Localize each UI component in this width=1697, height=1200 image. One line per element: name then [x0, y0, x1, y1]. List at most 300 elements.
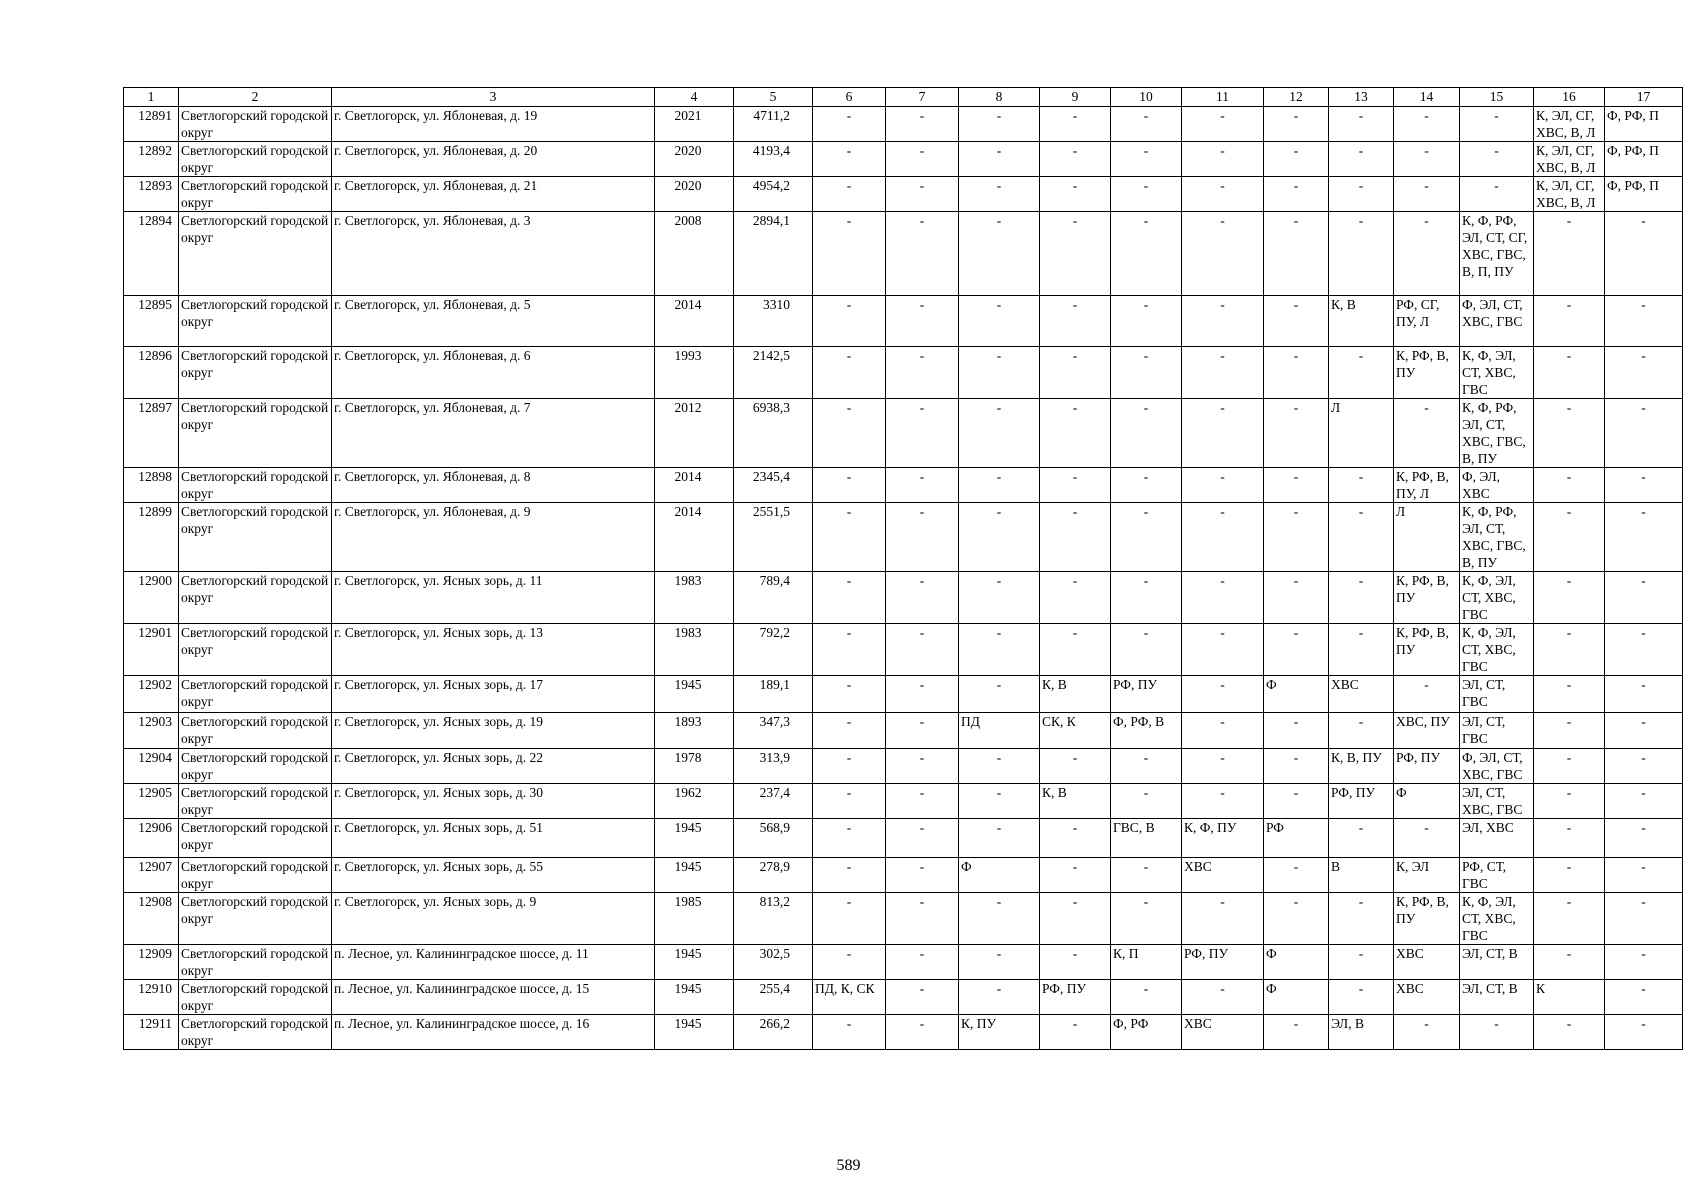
cell-col-13: - — [1329, 177, 1394, 212]
cell-col-17: - — [1605, 468, 1683, 503]
cell-col-10: - — [1111, 296, 1182, 347]
cell-col-14: ХВС — [1394, 945, 1460, 980]
cell-col-12: - — [1264, 713, 1329, 749]
cell-col-7: - — [886, 347, 959, 399]
cell-col-9: - — [1040, 107, 1111, 142]
cell-col-14: ХВС — [1394, 980, 1460, 1015]
cell-col-5: 347,3 — [734, 713, 813, 749]
cell-col-12: - — [1264, 468, 1329, 503]
cell-col-13: РФ, ПУ — [1329, 784, 1394, 819]
cell-col-9: - — [1040, 212, 1111, 296]
cell-col-7: - — [886, 945, 959, 980]
table-row — [124, 399, 1683, 468]
cell-col-10: - — [1111, 784, 1182, 819]
table-row — [124, 107, 1683, 142]
cell-col-17: - — [1605, 1015, 1683, 1050]
cell-col-16: - — [1534, 624, 1605, 676]
cell-col-11: ХВС — [1182, 858, 1264, 893]
cell-col-12: - — [1264, 107, 1329, 142]
cell-col-3: г. Светлогорск, ул. Яблоневая, д. 19 — [332, 107, 655, 142]
cell-col-14: К, РФ, В, ПУ — [1394, 893, 1460, 945]
cell-col-14: РФ, ПУ — [1394, 749, 1460, 784]
cell-col-14: - — [1394, 142, 1460, 177]
cell-col-17: Ф, РФ, П — [1605, 107, 1683, 142]
header-cell: 6 — [813, 88, 886, 107]
cell-col-2: Светлогорский городской округ — [179, 713, 332, 749]
cell-col-8: - — [959, 107, 1040, 142]
cell-col-10: - — [1111, 624, 1182, 676]
header-cell: 11 — [1182, 88, 1264, 107]
cell-col-1: 12899 — [124, 503, 179, 572]
cell-col-11: - — [1182, 572, 1264, 624]
cell-col-3: г. Светлогорск, ул. Ясных зорь, д. 11 — [332, 572, 655, 624]
cell-col-5: 6938,3 — [734, 399, 813, 468]
header-cell: 17 — [1605, 88, 1683, 107]
cell-col-12: РФ — [1264, 819, 1329, 858]
header-cell: 16 — [1534, 88, 1605, 107]
cell-col-16: - — [1534, 572, 1605, 624]
cell-col-2: Светлогорский городской округ — [179, 468, 332, 503]
cell-col-17: - — [1605, 858, 1683, 893]
cell-col-12: - — [1264, 749, 1329, 784]
cell-col-2: Светлогорский городской округ — [179, 177, 332, 212]
cell-col-15: Ф, ЭЛ, ХВС — [1460, 468, 1534, 503]
cell-col-13: - — [1329, 713, 1394, 749]
cell-col-6: - — [813, 893, 886, 945]
cell-col-14: - — [1394, 177, 1460, 212]
cell-col-6: - — [813, 945, 886, 980]
cell-col-10: - — [1111, 468, 1182, 503]
header-cell: 2 — [179, 88, 332, 107]
cell-col-14: К, ЭЛ — [1394, 858, 1460, 893]
cell-col-2: Светлогорский городской округ — [179, 296, 332, 347]
cell-col-11: К, Ф, ПУ — [1182, 819, 1264, 858]
cell-col-4: 1945 — [655, 676, 734, 713]
cell-col-8: - — [959, 893, 1040, 945]
cell-col-6: - — [813, 676, 886, 713]
cell-col-11: - — [1182, 893, 1264, 945]
cell-col-9: К, В — [1040, 784, 1111, 819]
cell-col-4: 2008 — [655, 212, 734, 296]
cell-col-1: 12904 — [124, 749, 179, 784]
cell-col-7: - — [886, 503, 959, 572]
cell-col-3: г. Светлогорск, ул. Яблоневая, д. 21 — [332, 177, 655, 212]
cell-col-2: Светлогорский городской округ — [179, 784, 332, 819]
cell-col-13: - — [1329, 468, 1394, 503]
cell-col-10: - — [1111, 399, 1182, 468]
header-cell: 10 — [1111, 88, 1182, 107]
cell-col-16: - — [1534, 749, 1605, 784]
cell-col-14: Ф — [1394, 784, 1460, 819]
cell-col-11: - — [1182, 142, 1264, 177]
cell-col-1: 12897 — [124, 399, 179, 468]
cell-col-11: - — [1182, 784, 1264, 819]
table-row — [124, 347, 1683, 399]
register-table — [123, 87, 1683, 1050]
cell-col-14: Л — [1394, 503, 1460, 572]
header-cell: 15 — [1460, 88, 1534, 107]
cell-col-14: - — [1394, 107, 1460, 142]
cell-col-2: Светлогорский городской округ — [179, 893, 332, 945]
cell-col-3: г. Светлогорск, ул. Яблоневая, д. 20 — [332, 142, 655, 177]
cell-col-7: - — [886, 749, 959, 784]
cell-col-14: - — [1394, 819, 1460, 858]
cell-col-9: - — [1040, 819, 1111, 858]
cell-col-1: 12910 — [124, 980, 179, 1015]
cell-col-17: - — [1605, 980, 1683, 1015]
cell-col-15: Ф, ЭЛ, СТ, ХВС, ГВС — [1460, 296, 1534, 347]
cell-col-16: - — [1534, 676, 1605, 713]
cell-col-4: 2014 — [655, 503, 734, 572]
cell-col-13: - — [1329, 624, 1394, 676]
cell-col-13: К, В — [1329, 296, 1394, 347]
cell-col-5: 4954,2 — [734, 177, 813, 212]
cell-col-2: Светлогорский городской округ — [179, 945, 332, 980]
cell-col-14: К, РФ, В, ПУ — [1394, 572, 1460, 624]
cell-col-16: - — [1534, 945, 1605, 980]
cell-col-1: 12892 — [124, 142, 179, 177]
cell-col-5: 255,4 — [734, 980, 813, 1015]
cell-col-15: К, Ф, ЭЛ, СТ, ХВС, ГВС — [1460, 893, 1534, 945]
header-cell: 4 — [655, 88, 734, 107]
cell-col-7: - — [886, 468, 959, 503]
cell-col-13: Л — [1329, 399, 1394, 468]
cell-col-17: - — [1605, 624, 1683, 676]
cell-col-17: Ф, РФ, П — [1605, 142, 1683, 177]
cell-col-3: г. Светлогорск, ул. Ясных зорь, д. 19 — [332, 713, 655, 749]
cell-col-15: - — [1460, 1015, 1534, 1050]
page-number: 589 — [836, 1157, 861, 1174]
cell-col-13: - — [1329, 572, 1394, 624]
cell-col-4: 1945 — [655, 1015, 734, 1050]
cell-col-8: ПД — [959, 713, 1040, 749]
header-cell: 12 — [1264, 88, 1329, 107]
cell-col-1: 12901 — [124, 624, 179, 676]
table-row — [124, 177, 1683, 212]
cell-col-9: - — [1040, 503, 1111, 572]
cell-col-1: 12911 — [124, 1015, 179, 1050]
cell-col-11: - — [1182, 676, 1264, 713]
cell-col-1: 12895 — [124, 296, 179, 347]
cell-col-3: г. Светлогорск, ул. Яблоневая, д. 8 — [332, 468, 655, 503]
cell-col-6: - — [813, 1015, 886, 1050]
cell-col-13: - — [1329, 212, 1394, 296]
cell-col-1: 12896 — [124, 347, 179, 399]
cell-col-6: - — [813, 399, 886, 468]
cell-col-6: - — [813, 177, 886, 212]
cell-col-8: - — [959, 676, 1040, 713]
cell-col-7: - — [886, 296, 959, 347]
cell-col-9: - — [1040, 893, 1111, 945]
cell-col-5: 2551,5 — [734, 503, 813, 572]
cell-col-12: - — [1264, 893, 1329, 945]
cell-col-11: - — [1182, 468, 1264, 503]
cell-col-7: - — [886, 819, 959, 858]
cell-col-4: 2021 — [655, 107, 734, 142]
cell-col-7: - — [886, 177, 959, 212]
cell-col-10: Ф, РФ — [1111, 1015, 1182, 1050]
cell-col-5: 313,9 — [734, 749, 813, 784]
cell-col-12: - — [1264, 858, 1329, 893]
cell-col-14: - — [1394, 212, 1460, 296]
cell-col-6: - — [813, 572, 886, 624]
cell-col-4: 1945 — [655, 858, 734, 893]
cell-col-9: - — [1040, 399, 1111, 468]
cell-col-16: - — [1534, 858, 1605, 893]
cell-col-15: ЭЛ, СТ, В — [1460, 980, 1534, 1015]
cell-col-15: К, Ф, ЭЛ, СТ, ХВС, ГВС — [1460, 624, 1534, 676]
cell-col-13: ХВС — [1329, 676, 1394, 713]
cell-col-3: г. Светлогорск, ул. Ясных зорь, д. 13 — [332, 624, 655, 676]
table-row — [124, 945, 1683, 980]
cell-col-16: - — [1534, 503, 1605, 572]
cell-col-13: ЭЛ, В — [1329, 1015, 1394, 1050]
cell-col-8: - — [959, 980, 1040, 1015]
cell-col-4: 2014 — [655, 296, 734, 347]
cell-col-5: 568,9 — [734, 819, 813, 858]
cell-col-17: - — [1605, 347, 1683, 399]
cell-col-17: - — [1605, 713, 1683, 749]
cell-col-1: 12891 — [124, 107, 179, 142]
cell-col-6: - — [813, 713, 886, 749]
cell-col-16: - — [1534, 1015, 1605, 1050]
cell-col-3: г. Светлогорск, ул. Яблоневая, д. 7 — [332, 399, 655, 468]
cell-col-6: - — [813, 296, 886, 347]
cell-col-8: - — [959, 212, 1040, 296]
cell-col-7: - — [886, 784, 959, 819]
cell-col-10: ГВС, В — [1111, 819, 1182, 858]
cell-col-6: - — [813, 624, 886, 676]
cell-col-14: К, РФ, В, ПУ, Л — [1394, 468, 1460, 503]
header-cell: 8 — [959, 88, 1040, 107]
cell-col-16: - — [1534, 399, 1605, 468]
cell-col-15: РФ, СТ, ГВС — [1460, 858, 1534, 893]
cell-col-8: К, ПУ — [959, 1015, 1040, 1050]
cell-col-2: Светлогорский городской округ — [179, 399, 332, 468]
cell-col-13: - — [1329, 347, 1394, 399]
cell-col-15: ЭЛ, СТ, ГВС — [1460, 713, 1534, 749]
cell-col-17: - — [1605, 784, 1683, 819]
cell-col-17: - — [1605, 676, 1683, 713]
cell-col-7: - — [886, 858, 959, 893]
cell-col-11: - — [1182, 347, 1264, 399]
cell-col-6: - — [813, 749, 886, 784]
cell-col-6: - — [813, 784, 886, 819]
cell-col-11: - — [1182, 980, 1264, 1015]
cell-col-11: - — [1182, 624, 1264, 676]
cell-col-2: Светлогорский городской округ — [179, 572, 332, 624]
cell-col-1: 12902 — [124, 676, 179, 713]
cell-col-3: г. Светлогорск, ул. Ясных зорь, д. 22 — [332, 749, 655, 784]
table-row — [124, 893, 1683, 945]
cell-col-3: г. Светлогорск, ул. Ясных зорь, д. 55 — [332, 858, 655, 893]
table-row — [124, 572, 1683, 624]
cell-col-6: - — [813, 819, 886, 858]
cell-col-6: - — [813, 107, 886, 142]
cell-col-16: - — [1534, 713, 1605, 749]
cell-col-17: - — [1605, 212, 1683, 296]
cell-col-13: - — [1329, 980, 1394, 1015]
cell-col-2: Светлогорский городской округ — [179, 142, 332, 177]
cell-col-16: - — [1534, 468, 1605, 503]
cell-col-15: К, Ф, РФ, ЭЛ, СТ, ХВС, ГВС, В, ПУ — [1460, 399, 1534, 468]
cell-col-9: - — [1040, 142, 1111, 177]
cell-col-3: г. Светлогорск, ул. Яблоневая, д. 5 — [332, 296, 655, 347]
cell-col-9: - — [1040, 572, 1111, 624]
cell-col-10: - — [1111, 142, 1182, 177]
cell-col-7: - — [886, 572, 959, 624]
cell-col-15: К, Ф, РФ, ЭЛ, СТ, ХВС, ГВС, В, ПУ — [1460, 503, 1534, 572]
cell-col-16: - — [1534, 212, 1605, 296]
cell-col-9: - — [1040, 945, 1111, 980]
cell-col-9: - — [1040, 177, 1111, 212]
cell-col-8: - — [959, 347, 1040, 399]
cell-col-10: - — [1111, 749, 1182, 784]
cell-col-2: Светлогорский городской округ — [179, 347, 332, 399]
cell-col-9: СК, К — [1040, 713, 1111, 749]
cell-col-7: - — [886, 1015, 959, 1050]
cell-col-12: - — [1264, 503, 1329, 572]
cell-col-7: - — [886, 893, 959, 945]
cell-col-5: 4193,4 — [734, 142, 813, 177]
table-row — [124, 819, 1683, 858]
cell-col-12: - — [1264, 572, 1329, 624]
cell-col-14: - — [1394, 1015, 1460, 1050]
cell-col-3: г. Светлогорск, ул. Яблоневая, д. 9 — [332, 503, 655, 572]
table-row — [124, 503, 1683, 572]
cell-col-16: - — [1534, 819, 1605, 858]
cell-col-2: Светлогорский городской округ — [179, 1015, 332, 1050]
cell-col-13: - — [1329, 945, 1394, 980]
table-row — [124, 468, 1683, 503]
cell-col-12: - — [1264, 624, 1329, 676]
cell-col-12: - — [1264, 142, 1329, 177]
cell-col-2: Светлогорский городской округ — [179, 676, 332, 713]
cell-col-7: - — [886, 399, 959, 468]
table-row — [124, 749, 1683, 784]
cell-col-12: Ф — [1264, 676, 1329, 713]
cell-col-17: - — [1605, 572, 1683, 624]
table-row — [124, 142, 1683, 177]
cell-col-5: 189,1 — [734, 676, 813, 713]
cell-col-10: - — [1111, 980, 1182, 1015]
cell-col-5: 2345,4 — [734, 468, 813, 503]
cell-col-4: 1962 — [655, 784, 734, 819]
cell-col-14: - — [1394, 399, 1460, 468]
cell-col-8: - — [959, 177, 1040, 212]
cell-col-9: - — [1040, 858, 1111, 893]
cell-col-8: - — [959, 503, 1040, 572]
cell-col-9: - — [1040, 1015, 1111, 1050]
cell-col-4: 1945 — [655, 980, 734, 1015]
cell-col-16: К, ЭЛ, СГ, ХВС, В, Л — [1534, 107, 1605, 142]
cell-col-10: - — [1111, 572, 1182, 624]
cell-col-17: - — [1605, 819, 1683, 858]
cell-col-13: - — [1329, 819, 1394, 858]
cell-col-15: ЭЛ, СТ, ХВС, ГВС — [1460, 784, 1534, 819]
cell-col-4: 2020 — [655, 142, 734, 177]
cell-col-12: - — [1264, 212, 1329, 296]
cell-col-6: - — [813, 142, 886, 177]
cell-col-12: - — [1264, 177, 1329, 212]
table-row — [124, 713, 1683, 749]
header-cell: 3 — [332, 88, 655, 107]
header-cell: 7 — [886, 88, 959, 107]
cell-col-14: К, РФ, В, ПУ — [1394, 624, 1460, 676]
cell-col-10: РФ, ПУ — [1111, 676, 1182, 713]
table-row — [124, 980, 1683, 1015]
cell-col-9: - — [1040, 296, 1111, 347]
cell-col-4: 1983 — [655, 624, 734, 676]
cell-col-14: ХВС, ПУ — [1394, 713, 1460, 749]
cell-col-12: - — [1264, 296, 1329, 347]
cell-col-13: К, В, ПУ — [1329, 749, 1394, 784]
cell-col-17: - — [1605, 893, 1683, 945]
cell-col-1: 12894 — [124, 212, 179, 296]
cell-col-17: - — [1605, 399, 1683, 468]
cell-col-1: 12905 — [124, 784, 179, 819]
table-row — [124, 784, 1683, 819]
table-row — [124, 858, 1683, 893]
header-cell: 9 — [1040, 88, 1111, 107]
cell-col-15: К, Ф, РФ, ЭЛ, СТ, СГ, ХВС, ГВС, В, П, ПУ — [1460, 212, 1534, 296]
cell-col-4: 2014 — [655, 468, 734, 503]
cell-col-1: 12909 — [124, 945, 179, 980]
cell-col-5: 813,2 — [734, 893, 813, 945]
table-row — [124, 676, 1683, 713]
cell-col-11: - — [1182, 296, 1264, 347]
cell-col-5: 789,4 — [734, 572, 813, 624]
cell-col-11: - — [1182, 107, 1264, 142]
cell-col-7: - — [886, 713, 959, 749]
cell-col-4: 2020 — [655, 177, 734, 212]
table-row — [124, 296, 1683, 347]
cell-col-16: - — [1534, 347, 1605, 399]
cell-col-5: 2894,1 — [734, 212, 813, 296]
cell-col-5: 302,5 — [734, 945, 813, 980]
cell-col-5: 3310 — [734, 296, 813, 347]
cell-col-7: - — [886, 624, 959, 676]
cell-col-5: 4711,2 — [734, 107, 813, 142]
cell-col-6: - — [813, 347, 886, 399]
cell-col-3: п. Лесное, ул. Калининградское шоссе, д. 16 — [332, 1015, 655, 1050]
cell-col-14: - — [1394, 676, 1460, 713]
cell-col-9: - — [1040, 347, 1111, 399]
cell-col-14: РФ, СГ, ПУ, Л — [1394, 296, 1460, 347]
cell-col-11: РФ, ПУ — [1182, 945, 1264, 980]
cell-col-3: г. Светлогорск, ул. Яблоневая, д. 6 — [332, 347, 655, 399]
cell-col-11: - — [1182, 212, 1264, 296]
cell-col-1: 12900 — [124, 572, 179, 624]
header-cell: 13 — [1329, 88, 1394, 107]
cell-col-12: - — [1264, 1015, 1329, 1050]
cell-col-8: Ф — [959, 858, 1040, 893]
cell-col-13: - — [1329, 893, 1394, 945]
cell-col-1: 12906 — [124, 819, 179, 858]
table-body — [124, 107, 1683, 1050]
cell-col-15: ЭЛ, СТ, ГВС — [1460, 676, 1534, 713]
cell-col-10: - — [1111, 347, 1182, 399]
cell-col-2: Светлогорский городской округ — [179, 503, 332, 572]
cell-col-3: г. Светлогорск, ул. Яблоневая, д. 3 — [332, 212, 655, 296]
cell-col-10: - — [1111, 503, 1182, 572]
cell-col-16: К — [1534, 980, 1605, 1015]
table-row — [124, 212, 1683, 296]
cell-col-10: - — [1111, 212, 1182, 296]
cell-col-9: - — [1040, 624, 1111, 676]
cell-col-8: - — [959, 399, 1040, 468]
cell-col-15: - — [1460, 142, 1534, 177]
